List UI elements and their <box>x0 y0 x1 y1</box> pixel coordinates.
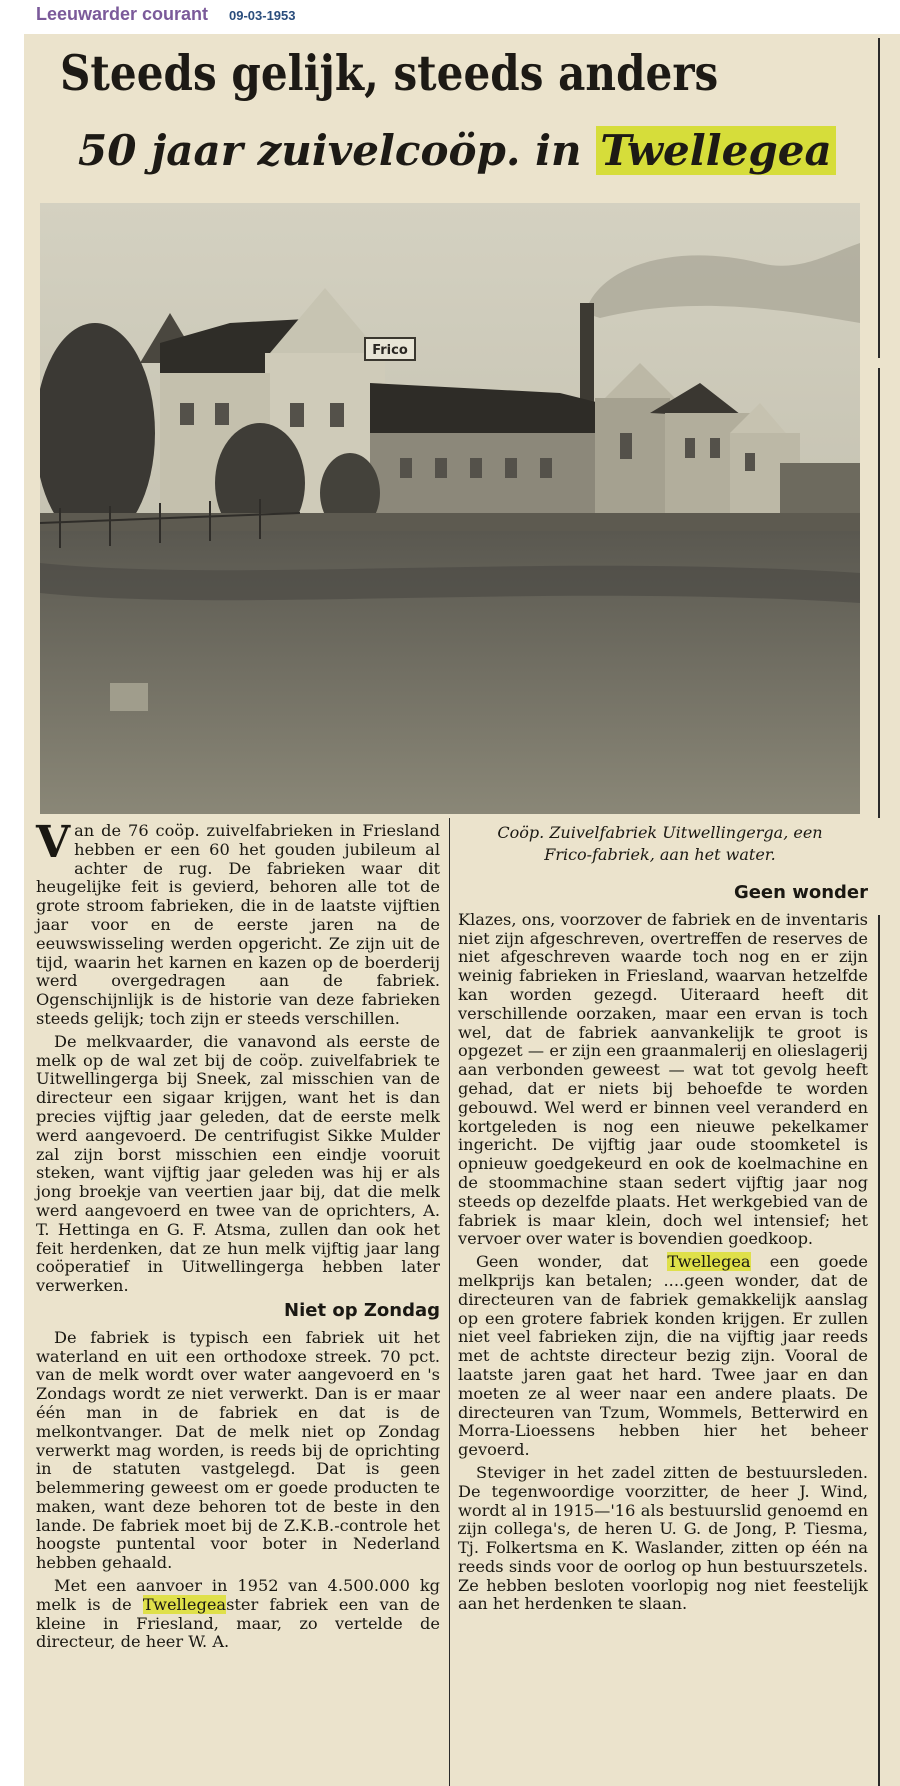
article-column-right <box>458 878 868 1618</box>
right-border-rule-lower <box>878 368 880 818</box>
lead-text: an de 76 coöp. zuivelfabrieken in Friesland hebben er een 60 het gouden jubileum al achter de rug. De fabrieken waar dit heugelijke feit is gevierd, behoren alle tot de grote stroom fabrieken, die in de laatste vijftien jaar voor en de eerste jaren na de eeuwswisseling werden opgericht. Ze zijn uit de tijd, waarin het karnen en kazen op de boerderij werd overgedragen aan de fabriek. Ogenschijnlijk is de historie van deze fabrieken steeds gelijk; toch zijn er steeds verschillen. <box>36 821 440 1028</box>
lead-paragraph <box>36 817 440 1029</box>
search-highlight: Twellegea <box>142 1594 227 1614</box>
text: Geen wonder, dat <box>476 1252 668 1272</box>
headline-subtitle <box>78 126 836 175</box>
text: Met een aanvoer in 1952 van 4.500.000 kg melk is de <box>36 1576 440 1614</box>
headline-title: Steeds gelijk, steeds anders <box>60 44 719 102</box>
search-highlight: Twellegea <box>667 1252 751 1272</box>
publication-date: 09-03-1953 <box>229 8 296 23</box>
photo-caption <box>455 822 865 866</box>
text: een goede melkprijs kan betalen; ....geen wonder, dat de directeuren van de fabriek gemakkelijk aanslag op een grotere fabriek konden krijgen. Er zullen niet veel fabrieken zijn, die na vijftig jaar reeds met de achtste directeur bezig zijn. Vooral de laatste jaren gaat het hard. Twee jaar en dan moeten ze al weer naar een andere plaats. De directeuren van Tzum, Wommels, Betterwird en Morra-Lioessens hebben hier het beheer gevoerd. <box>458 1252 868 1460</box>
right-column-rule <box>878 915 880 1786</box>
subtitle-text: 50 jaar zuivelcoöp. in <box>78 126 597 175</box>
text: ster fabriek een van de kleine in Friesland, maar, zo vertelde de directeur, de heer W. A. <box>36 1594 440 1652</box>
publication-name[interactable]: Leeuwarder courant <box>36 4 209 24</box>
paragraph <box>36 1577 440 1652</box>
right-border-rule <box>878 38 880 358</box>
paragraph: Steviger in het zadel zitten de bestuursleden. De tegenwoordige voorzitter, de heer J. Wind, wordt al in 1915—'16 als bestuurslid genoemd en zijn collega's, de heren U. G. de Jong, P. Tiesma, Tj. Folkertsma en K. Waslander, zitten op één na reeds sinds voor de oorlog op hun bestuurszetels. Ze hebben besloten voorlopig nog niet feestelijk aan het herdenken te slaan. <box>458 1462 868 1614</box>
factory-photo <box>40 203 860 814</box>
paragraph <box>458 1253 868 1460</box>
article-column-left <box>36 817 440 1656</box>
factory-photo-drawing <box>40 203 860 814</box>
subheading-geen-wonder: Geen wonder <box>733 882 868 903</box>
paragraph: Klazes, ons, voorzover de fabriek en de inventaris niet zijn afgeschreven, overtreffen de reserves de niet afgeschreven waarde toch nog en er zijn weinig fabrieken in Friesland, waarvan hetzelfde kan worden gezegd. Uiteraard heeft dit verschillende oorzaken, maar een ervan is toch wel, dat de fabriek aanvankelijk te groot is opgezet — er zijn een graanmalerij en olieslagerij aan verbonden geweest — wat tot gevolg heeft gehad, dat er niets bij behoefde te worden gebouwd. Wel werd er binnen veel veranderd en kortgeleden is nog een nieuwe pekelkamer ingericht. De vijftig jaar oude stoomketel is opnieuw goedgekeurd en ook de koelmachine en de stoommachine staan sedert vijftig jaar nog steeds op dezelfde plaats. Het werkgebied van de fabriek is maar klein, doch wel intensief; het vervoer over water is bovendien goedkoop. <box>458 909 868 1249</box>
subheading-niet-op-zondag: Niet op Zondag <box>284 1299 440 1321</box>
paragraph: De melkvaarder, die vanavond als eerste de melk op de wal zet bij de coöp. zuivelfabriek te Uitwellingerga bij Sneek, zal misschien van de directeur een sigaar krijgen, want het is dan precies vijftig jaar geleden, dat de eerste melk werd aangevoerd. De centrifugist Sikke Mulder zal zijn borst misschien een eindje vooruit steken, want vijftig jaar geleden was hij er als jong broekje van veertien jaar bij, dat die melk werd aangevoerd en twee van de oprichters, A. T. Hettinga en G. F. Atsma, zullen dan ook het feit herdenken, dat ze hun melk vijftig jaar lang coöperatief in Uitwellingerga hebben later verwerken. <box>36 1031 440 1296</box>
caption-line-1: Coöp. Zuivelfabriek Uitwellingerga, een <box>497 823 823 842</box>
frico-sign-text: Frico <box>372 343 408 358</box>
column-divider <box>449 818 450 1786</box>
paragraph: De fabriek is typisch een fabriek uit het waterland en uit een orthodoxe streek. 70 pct. van de melk wordt over water aangevoerd en 's Zondags wordt ze niet verwerkt. Dan is er maar één man in de fabriek en dat is de melkontvanger. Dat de melk niet op Zondag verwerkt mag worden, is reeds bij de oprichting in de statuten vastgelegd. Dat is geen belemmering geweest om er goede producten te maken, want deze behoren tot de beste in den lande. De fabriek moet bij de Z.K.B.-controle het hoogste puntental voor boter in Nederland hebben gehaald. <box>36 1327 440 1573</box>
drop-cap: V <box>36 817 71 868</box>
search-highlight: Twellegea <box>596 126 835 175</box>
viewer-header-bar <box>0 0 900 32</box>
caption-line-2: Frico-fabriek, aan het water. <box>544 845 776 864</box>
